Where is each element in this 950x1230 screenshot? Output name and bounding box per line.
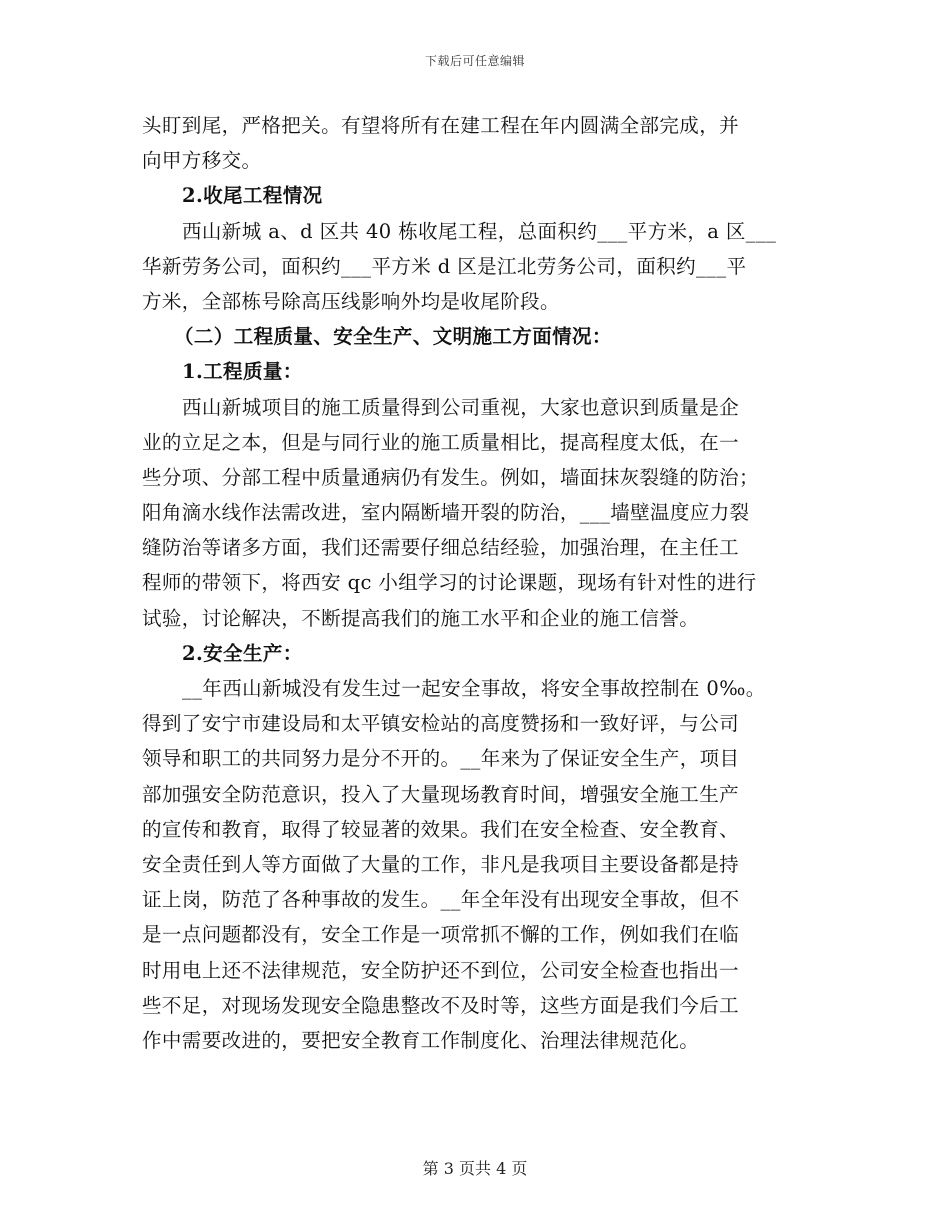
paragraph-line: 西山新城项目的施工质量得到公司重视，大家也意识到质量是企 — [182, 395, 740, 419]
paragraph-line: 向甲方移交。 — [142, 149, 262, 173]
paragraph-line: 证上岗，防范了各种事故的发生。__年全年没有出现安全事故，但不 — [142, 888, 740, 912]
paragraph-line: 阳角滴水线作法需改进，室内隔断墙开裂的防治，___墙壁温度应力裂 — [142, 501, 750, 525]
paragraph-line: 作中需要改进的，要把安全教育工作制度化、治理法律规范化。 — [142, 1028, 700, 1052]
paragraph-line: 华新劳务公司，面积约___平方米 d 区是江北劳务公司，面积约___平 — [142, 254, 747, 278]
body-text — [142, 108, 810, 1058]
section-heading: 2.安全生产： — [182, 641, 303, 665]
paragraph-line: 安全责任到人等方面做了大量的工作，非凡是我项目主要设备都是持 — [142, 852, 740, 876]
paragraph-line: 是一点问题都没有，安全工作是一项常抓不懈的工作，例如我们在临 — [142, 923, 740, 947]
paragraph-line: 西山新城 a、d 区共 40 栋收尾工程，总面积约___平方米，a 区___ — [182, 219, 777, 243]
paragraph-line: 头盯到尾，严格把关。有望将所有在建工程在年内圆满全部完成，并 — [142, 114, 740, 137]
paragraph-line: 试验，讨论解决，不断提高我们的施工水平和企业的施工信誉。 — [142, 606, 700, 630]
section-heading: （二）工程质量、安全生产、文明施工方面情况： — [174, 325, 612, 349]
paragraph-line: 缝防治等诸多方面，我们还需要仔细总结经验，加强治理，在主任工 — [142, 536, 740, 560]
page-footer: 第 3 页共 4 页 — [422, 1159, 528, 1178]
paragraph-line: 程师的带领下，将西安 qc 小组学习的讨论课题，现场有针对性的进行 — [142, 571, 757, 595]
paragraph-line: 业的立足之本，但是与同行业的施工质量相比，提高程度太低，在一 — [142, 430, 740, 454]
paragraph-line: 方米，全部栋号除高压线影响外均是收尾阶段。 — [142, 289, 560, 313]
paragraph-line: 些分项、分部工程中质量通病仍有发生。例如，墙面抹灰裂缝的防治； — [142, 465, 759, 489]
paragraph-line: 时用电上还不法律规范，安全防护还不到位，公司安全检查也指出一 — [142, 958, 740, 982]
paragraph-line: 领导和职工的共同努力是分不开的。__年来为了保证安全生产，项目 — [142, 747, 740, 771]
section-heading: 2.收尾工程情况 — [182, 184, 323, 208]
section-heading: 1.工程质量： — [182, 360, 303, 384]
paragraph-line: 的宣传和教育，取得了较显著的效果。我们在安全检查、安全教育、 — [142, 817, 740, 841]
paragraph-line: __年西山新城没有发生过一起安全事故，将安全事故控制在 0‰。 — [182, 677, 766, 700]
page-header: 下载后可任意编辑 — [424, 54, 525, 68]
paragraph-line: 些不足，对现场发现安全隐患整改不及时等，这些方面是我们今后工 — [142, 993, 740, 1017]
paragraph-line: 部加强安全防范意识，投入了大量现场教育时间，增强安全施工生产 — [142, 782, 740, 806]
paragraph-line: 得到了安宁市建设局和太平镇安检站的高度赞扬和一致好评，与公司 — [142, 712, 740, 736]
